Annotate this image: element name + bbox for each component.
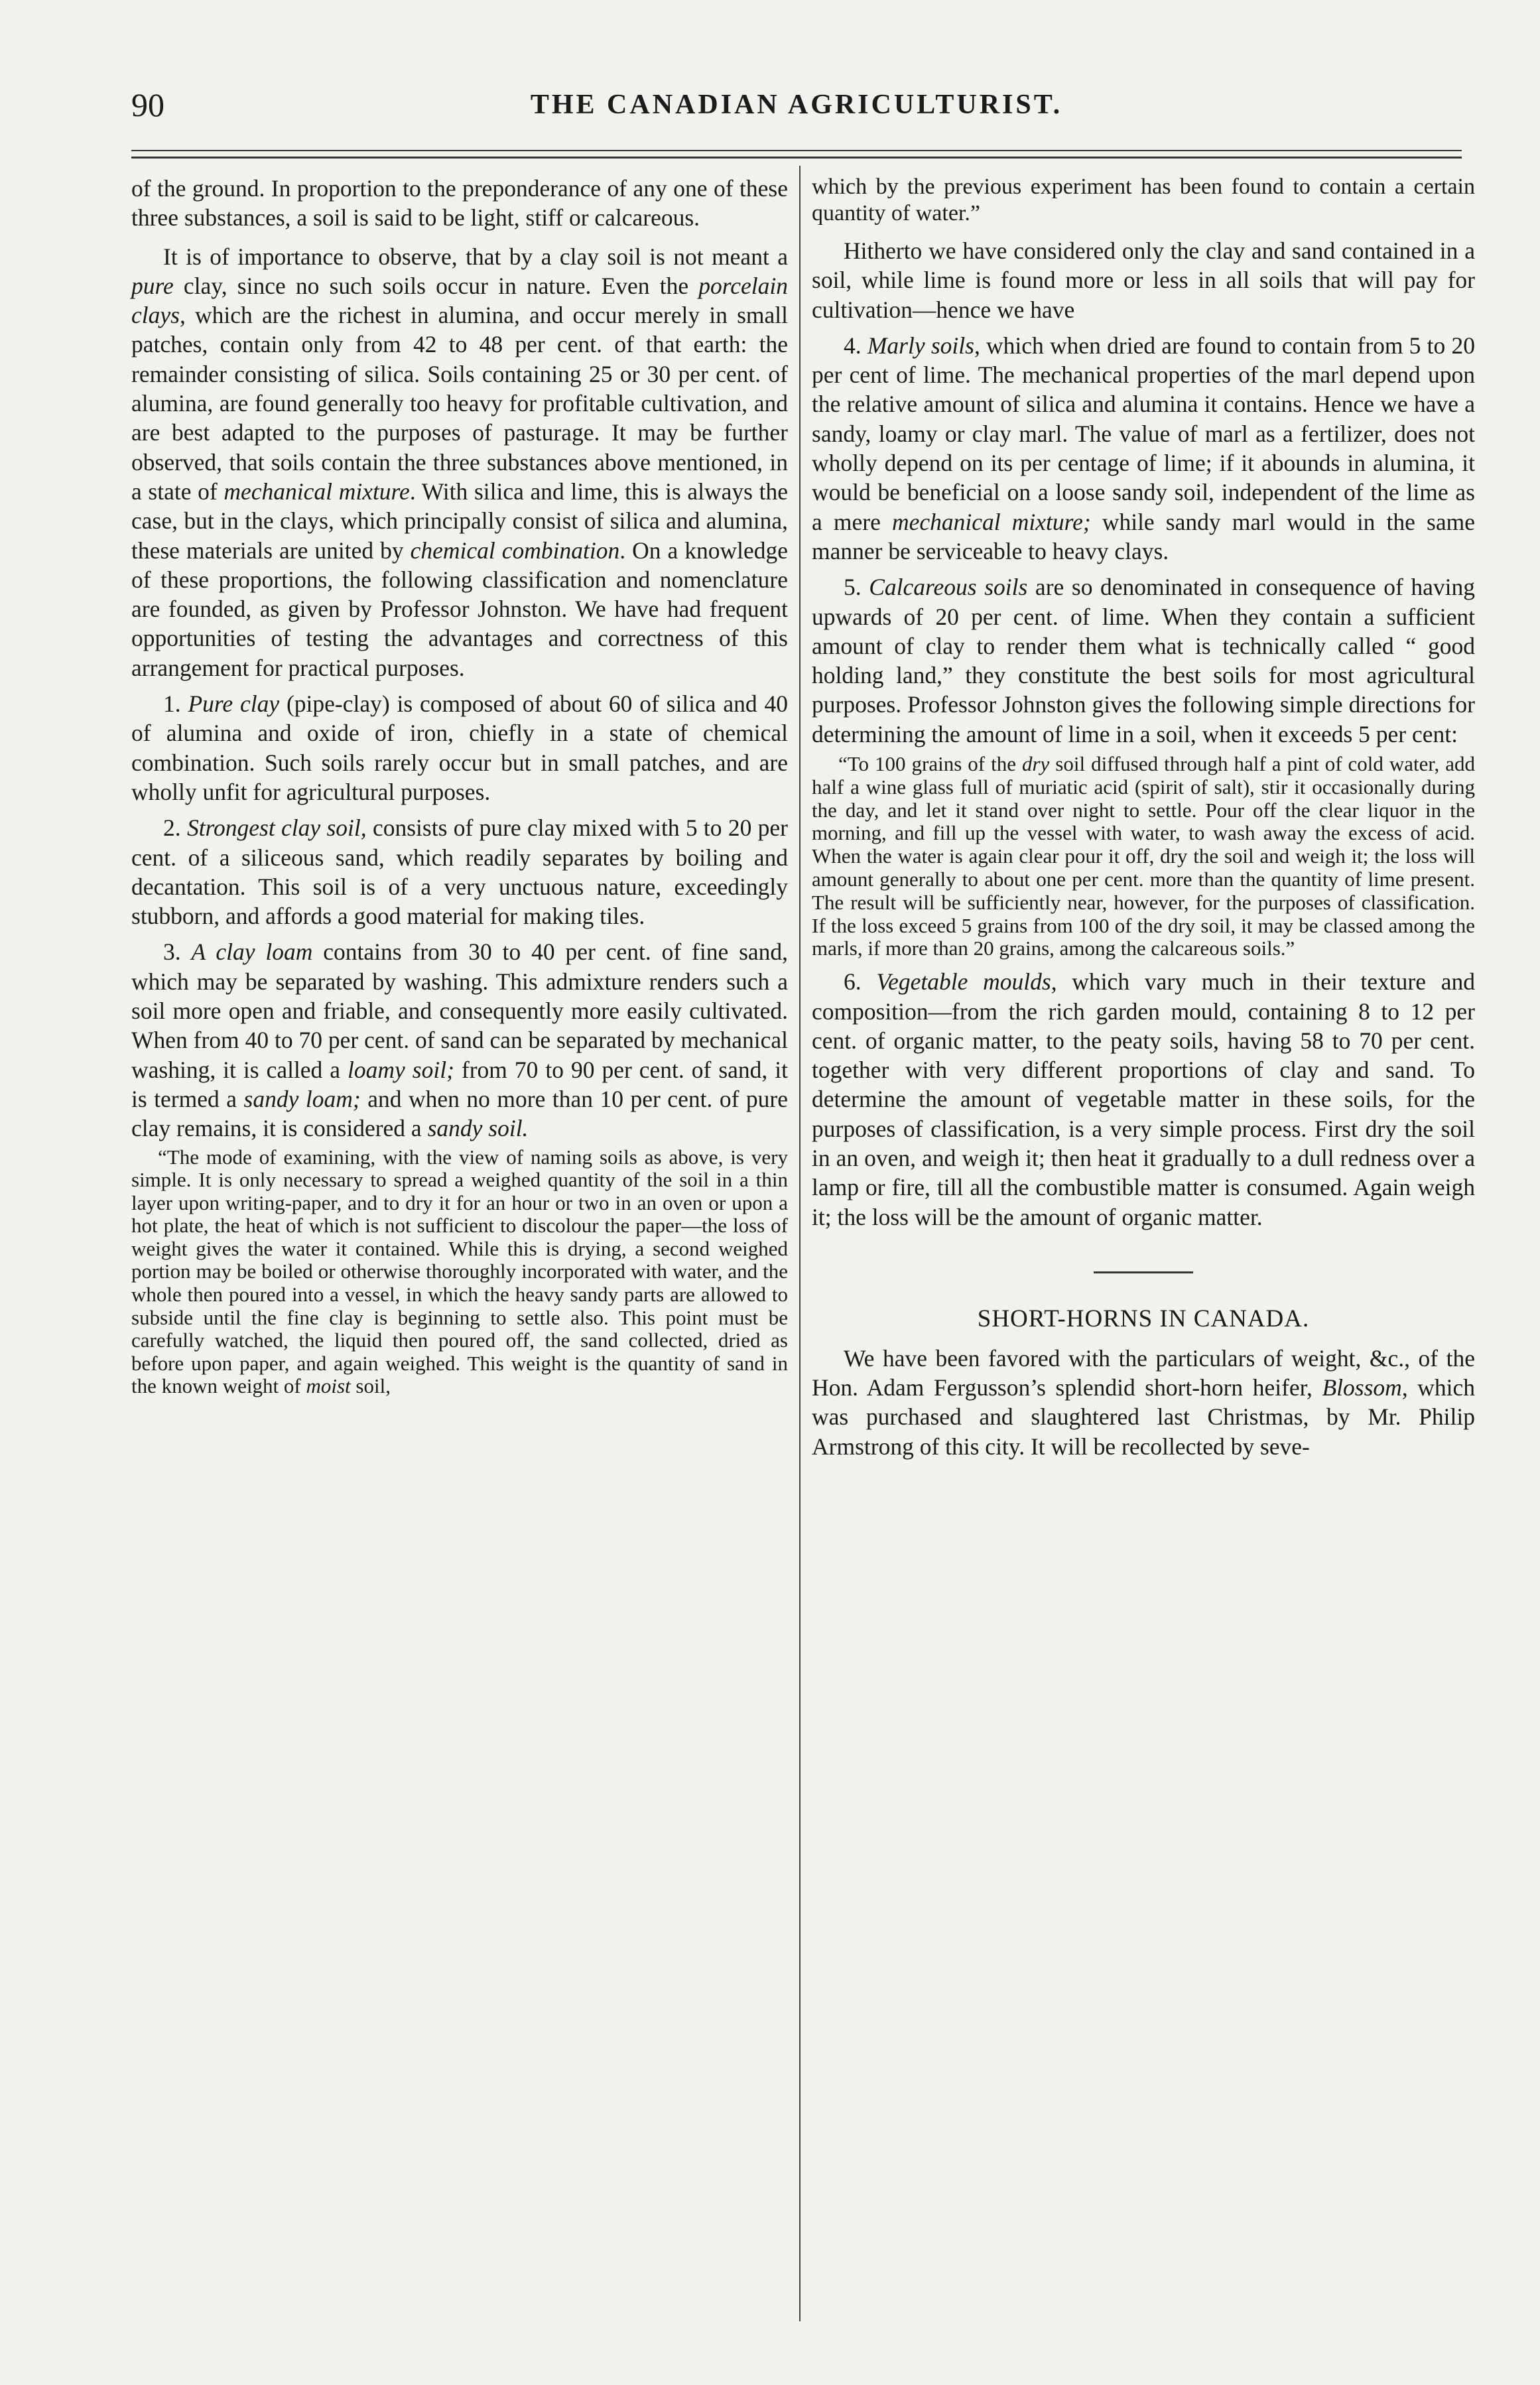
column-divider — [799, 166, 801, 2321]
text-run: clay, since no such soils occur in nature. Even the — [173, 272, 699, 299]
quoted-lime-directions — [812, 753, 1475, 960]
left-column — [131, 174, 788, 1398]
text-run: We have been favored with the particulars of weight, &c., of the Hon. Adam Fergusson’s splendid short-horn heifer, — [812, 1344, 1475, 1401]
paragraph-continued: of the ground. In proportion to the preponderance of any one of these three substances, a soil is said to be light, stiff or calcareous. — [131, 175, 788, 231]
list-item-clay-loam — [131, 937, 788, 1143]
item-term: Strongest clay soil, — [186, 814, 367, 842]
item-number: 1. — [163, 690, 188, 718]
item-text: from 70 to 90 per cent. of sand, it is termed a — [131, 1056, 788, 1112]
list-item-marly-soils — [812, 331, 1475, 566]
quote-text: “The mode of examining, with the view of naming soils as above, is very simple. It is only necessary to spread a weighed quantity of the soil in a thin layer upon writing-paper, and to dry it for an hour or two in an oven or upon a hot plate, the heat of which is not sufficient to discolour the paper—the loss of weight gives the water it contained. While this is drying, a second weighed portion may be boiled or otherwise thoroughly incorporated with water, and the whole then poured into a vessel, in which the heavy sandy parts are allowed to subside until the fine clay is beginning to settle also. This point must be carefully watched, the liquid then poured off, the sand collected, dried as before upon paper, and again weighed. This weight is the quantity of sand in the known weight of — [131, 1145, 788, 1398]
header-rule-double — [131, 157, 1462, 159]
quoted-method-examining — [131, 1146, 788, 1399]
item-text: , which when dried are found to contain from 5 to 20 per cent of lime. The mechanical properties of the marl depend upon the relative amount of silica and alumina it contains. Hence we have a sandy, loamy or clay marl. The value of marl as a fertilizer, does not wholly depend on its per centage of lime; if it abounds in alumina, it would be beneficial on a loose sandy soil, independent of the lime as a mere — [812, 332, 1475, 535]
paragraph-short-horns — [812, 1344, 1475, 1461]
italic-run: chemical combination — [410, 537, 620, 564]
page-header — [131, 85, 1462, 125]
item-text: consists of pure clay mixed with 5 to 20 per cent. of a siliceous sand, which readily separates by boiling and decantation. This soil is of a very unctuous nature, exceedingly stubborn, and affords a good material for making tiles. — [131, 814, 788, 930]
running-title: THE CANADIAN AGRICULTURIST. — [530, 90, 1063, 120]
paragraph-clay-definition — [131, 242, 788, 682]
text-run: , which was purchased and slaughtered last Christmas, by Mr. Philip Armstrong of this city. It will be recollected by seve- — [812, 1374, 1475, 1460]
item-text: contains from 30 to 40 per cent. of fine sand, which may be separated by washing. This admixture renders such a soil more open and friable, and consequently more easily cultivated. When from 40 to 70 per cent. of sand can be separated by mechanical washing, it is called a — [131, 938, 789, 1083]
text-run: , which are the richest in alumina, and occur merely in small patches, contain only from 42 to 48 per cent. of that earth: the remainder consisting of silica. Soils containing 25 or 30 per cent. of alumina, are found generally too heavy for profitable cultivation, and are best adapted to the purposes of pasturage. It may be further observed, that soils contain the three substances above mentioned, in a state of — [131, 302, 788, 505]
quote-text: “To 100 grains of the — [838, 752, 1022, 776]
item-text: are so denominated in consequence of having upwards of 20 per cent. of lime. When they contain a sufficient amount of clay to render them what is technically called “ good holding land,” they constitute the best soils for most agricultural purposes. Professor Johnston gives the following simple directions for determining the amount of lime in a soil, when it exceeds 5 per cent: — [812, 574, 1475, 747]
list-item-strongest-clay — [131, 813, 788, 931]
list-item-vegetable-moulds — [812, 967, 1475, 1232]
page-number: 90 — [131, 86, 164, 123]
text-run: It is of importance to observe, that by a clay soil is not meant a — [163, 243, 788, 270]
italic-run: pure — [131, 272, 174, 299]
italic-run: Blossom — [1322, 1374, 1402, 1401]
item-term: Calcareous soils — [869, 574, 1028, 601]
italic-run: porcelain clays — [131, 272, 788, 329]
item-number: 6. — [844, 968, 877, 996]
item-number: 5. — [844, 574, 869, 601]
paragraph-lime-intro: Hitherto we have considered only the clay and sand contained in a soil, while lime is found more or less in all soils that will pay for cultivation—hence we have — [812, 237, 1475, 323]
item-text: while sandy marl would in the same manner be serviceable to heavy clays. — [812, 508, 1475, 564]
item-number: 4. — [844, 332, 867, 359]
italic-run: mechanical mixture; — [891, 508, 1091, 535]
italic-run: sandy loam; — [243, 1085, 361, 1112]
item-text: (pipe-clay) is composed of about 60 of silica and 40 of alumina and oxide of iron, chiefly in a state of chemical combination. Such soils rarely occur but in small patches, and are wholly unfit for agricultural purposes. — [131, 690, 788, 805]
quote-continued: which by the previous experiment has been found to contain a certain quantity of water.” — [812, 174, 1475, 226]
italic-run: dry — [1021, 752, 1050, 776]
right-column — [812, 174, 1475, 1461]
section-heading: SHORT-HORNS IN CANADA. — [977, 1305, 1310, 1332]
item-text: , which vary much in their texture and composition—from the rich garden mould, containing 8 to 12 per cent. of organic matter, to the peaty soils, having 58 to 70 per cent. together with very different proportions of clay and sand. To determine the amount of vegetable matter in these soils, for the purposes of classification, is a very simple process. First dry the soil in an oven, and weigh it; then heat it gradually to a dull redness over a lamp or fire, till all the combustible matter is consumed. Again weigh it; the loss will be the amount of organic matter. — [812, 968, 1475, 1230]
item-term: A clay loam — [191, 938, 313, 966]
item-number: 2. — [163, 814, 187, 842]
list-item-calcareous-soils — [812, 572, 1475, 749]
italic-run: loamy soil; — [348, 1056, 454, 1083]
item-number: 3. — [163, 938, 192, 966]
list-item-pure-clay — [131, 689, 788, 806]
item-term: Pure clay — [188, 690, 280, 718]
italic-run: sandy soil. — [427, 1115, 529, 1142]
text-run: . With silica and lime, this is always the case, but in the clays, which principally consist of silica and alumina, these materials are united by — [131, 478, 789, 564]
header-rule — [131, 150, 1462, 151]
item-term: Marly soils — [867, 332, 974, 359]
item-term: Vegetable moulds — [876, 968, 1051, 996]
quote-text: soil, — [350, 1374, 391, 1398]
item-text: and when no more than 10 per cent. of pure clay remains, it is considered a — [131, 1085, 788, 1142]
italic-run: mechanical mixture — [224, 478, 410, 505]
section-separator — [1094, 1271, 1193, 1273]
text-run: . On a knowledge of these proportions, the following classification and nomenclature are founded, as given by Professor Johnston. We have had frequent opportunities of testing the advantages and correctness of this arrangement for practical purposes. — [131, 537, 788, 681]
quote-text: soil diffused through half a pint of cold water, add half a wine glass full of muriatic acid (spirit of salt), stir it occasionally during the day, and let it stand over night to settle. Pour off the clear liquor in the morning, and fill up the vessel with water, to wash away the excess of acid. When the water is again clear pour it off, dry the soil and weigh it; the loss will amount generally to about one per cent. more than the quantity of lime present. The result will be sufficiently near, however, for the purposes of classification. If the loss exceed 5 grains from 100 of the dry soil, it may be classed among the marls, if more than 20 grains, among the calcareous soils.” — [812, 752, 1475, 960]
italic-run: moist — [306, 1374, 351, 1398]
